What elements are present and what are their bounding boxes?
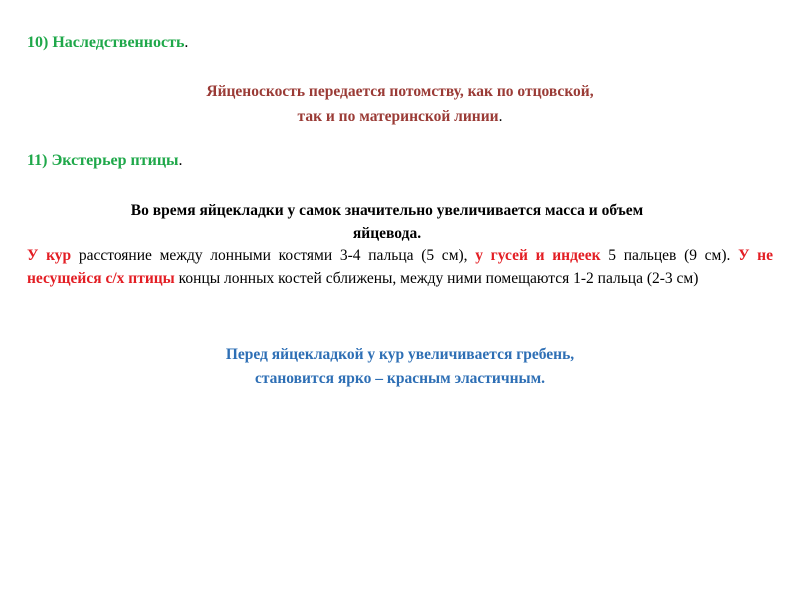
heredity-line-2: так и по материнской линии [297,108,499,125]
heredity-period: . [498,108,503,125]
egg-laying-line-2: яйцевода. [352,225,422,242]
comb-line-1: Перед яйцекладкой у кур увеличивается гребень, [225,346,575,363]
pelvic-bones-paragraph [27,244,773,290]
egg-laying-statement [27,199,747,245]
heredity-line-1: Яйценоскость передается потомству, как по отцовской, [206,83,594,100]
heredity-line-2-wrap [0,104,800,129]
egg-laying-line-1: Во время яйцекладки у самок значительно увеличивается масса и объем [130,202,644,219]
non-laying-label: У не несущейся с/х птицы [27,247,773,287]
section-10-title: 10) Наследственность [27,34,185,51]
heredity-statement [0,79,800,129]
section-11-heading [27,151,183,171]
comb-line-2: становится ярко – красным эластичным. [254,370,546,387]
section-11-period: . [178,152,183,169]
geese-turkeys-label: у гусей и индеек [475,247,601,264]
section-11-title: 11) Экстерьер птицы [27,152,179,169]
section-10-period: . [184,34,189,51]
geese-turkeys-text: 5 пальцев (9 см). [600,247,739,264]
hens-text: расстояние между лонными костями 3-4 пальца (5 см), [71,247,476,264]
section-10-heading [27,33,188,53]
hens-label: У кур [27,247,72,264]
comb-statement [0,343,800,391]
non-laying-text: концы лонных костей сближены, между ними помещаются 1-2 пальца (2-3 см) [174,270,699,287]
